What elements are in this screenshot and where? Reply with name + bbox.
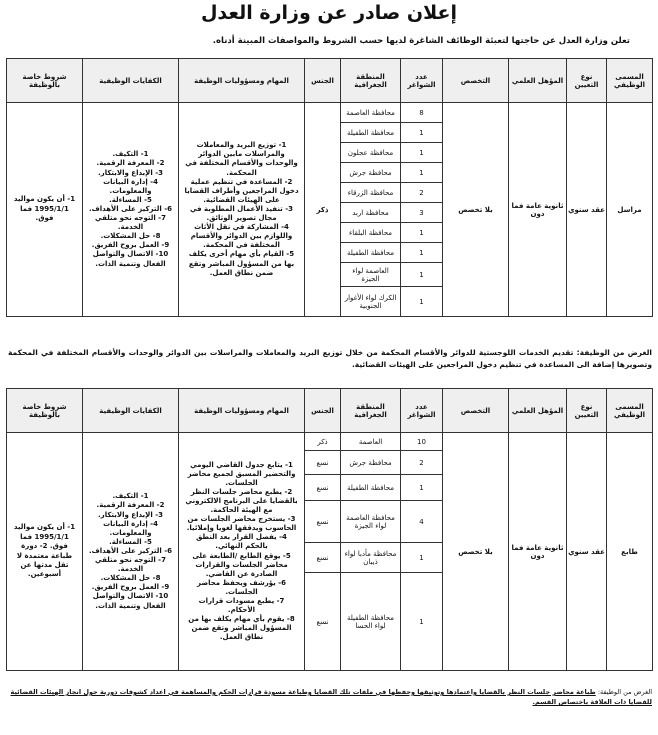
header-qualification: المؤهل العلمي [509, 59, 567, 103]
header-gender: الجنس [305, 59, 341, 103]
vacancy-count: 1 [401, 287, 443, 317]
vacancy-count: 1 [401, 243, 443, 263]
competencies-cell: 1- التكيف. 2- المعرفة الرقمية. 3- الإبداع والابتكار. 4- إدارة البيانات والمعلومات. 5- المساءلة. 6- التركيز على الأهداف. 7- التوجه نحو متلقي الخدمة. 8- حل المشكلات. 9- العمل بروح الفريق. 10- الاتصال والتواصل الفعال وتنمية الذات. [83, 103, 179, 317]
header-job-title: المسمى الوظيفي [607, 389, 653, 433]
vacancy-count: 1 [401, 163, 443, 183]
page-title: إعلان صادر عن وزارة العدل [200, 2, 458, 24]
header-job-title: المسمى الوظيفي [607, 59, 653, 103]
region-name: محافظة مأدبا لواء ذيبان [341, 543, 401, 573]
purpose-label: الغرض من الوظيفة: [597, 688, 652, 696]
header-requirements: شروط خاصة بالوظيفة [7, 59, 83, 103]
header-vacancies: عدد الشواغر [401, 59, 443, 103]
gender-cell: نسع [305, 543, 341, 573]
header-duties: المهام ومسؤوليات الوظيفة [179, 389, 305, 433]
header-appointment-type: نوع التعيين [567, 59, 607, 103]
region-name: محافظة العاصمة لواء الجيزة [341, 501, 401, 543]
region-name: محافظة البلقاء [341, 223, 401, 243]
region-name: محافظة جرش [341, 451, 401, 475]
header-competencies: الكفايات الوظيفية [83, 389, 179, 433]
header-region: المنطقة الجغرافية [341, 59, 401, 103]
vacancy-count: 10 [401, 433, 443, 451]
header-appointment-type: نوع التعيين [567, 389, 607, 433]
specialty-cell: بلا تخصص [443, 433, 509, 671]
vacancy-count: 2 [401, 183, 443, 203]
gender-cell: ذكر [305, 433, 341, 451]
appointment-type-cell: عقد سنوي [567, 433, 607, 671]
region-name: محافظة الطفيلة لواء الحسا [341, 573, 401, 671]
vacancy-count: 1 [401, 263, 443, 287]
header-duties: المهام ومسؤوليات الوظيفة [179, 59, 305, 103]
region-name: محافظة الطفيلة [341, 123, 401, 143]
region-name: محافظة اربد [341, 203, 401, 223]
job-title-cell: مراسل [607, 103, 653, 317]
vacancy-count: 8 [401, 103, 443, 123]
region-name: الكرك لواء الأغوار الجنوبية [341, 287, 401, 317]
table-row [7, 433, 653, 451]
region-name: العاصمة لواء الجيزة [341, 263, 401, 287]
vacancy-count: 1 [401, 573, 443, 671]
region-name: محافظة العاصمة [341, 103, 401, 123]
appointment-type-cell: عقد سنوي [567, 103, 607, 317]
duties-cell: 1- يتابع جدول القاضي اليومي والتحضير المسبق لجميع محاضر الجلسات. 2- يطبع محاضر جلسات النظر بالقضايا على البرنامج الالكتروني مع الهيئة الحاكمة. 3- يستخرج محاضر الجلسات من الحاسوب ويدققها لغويا وإملائيا. 4- يفصل القرار بعد النطق بالحكم النهائي. 5- يوقع الطابع /الطابعة على محاضر الجلسات والقرارات الصادرة عن القاضي. 6- يؤرشف ويحفظ محاضر الجلسات. 7- يطبع مسودات قرارات الأحكام. 8- يقوم بأي مهام يكلف بها من المسؤول المباشر وتقع ضمن نطاق العمل. [179, 433, 305, 671]
header-specialty: التخصص [443, 59, 509, 103]
header-region: المنطقة الجغرافية [341, 389, 401, 433]
header-vacancies: عدد الشواغر [401, 389, 443, 433]
table-row [7, 103, 653, 123]
intro-text: تعلن وزارة العدل عن حاجتها لتعبئة الوظائف الشاغرة لديها حسب الشروط والمواصفات المبينة أدناه. [212, 36, 630, 46]
header-gender: الجنس [305, 389, 341, 433]
vacancy-count: 2 [401, 451, 443, 475]
region-name: محافظة الزرقاء [341, 183, 401, 203]
qualification-cell: ثانوية عامة فما دون [509, 103, 567, 317]
vacancy-count: 1 [401, 543, 443, 573]
table-header-row [7, 59, 653, 103]
region-name: محافظة الطفيلة [341, 475, 401, 501]
header-specialty: التخصص [443, 389, 509, 433]
region-name: العاصمة [341, 433, 401, 451]
jobs-table-typist [6, 388, 653, 671]
gender-cell: نسع [305, 501, 341, 543]
job-purpose-messenger: الغرض من الوظيفة: تقديم الخدمات اللوجستية للدوائر والأقسام المحكمة من خلال توزيع البريد والمعاملات والمراسلات بين الدوائر والوحدات والأقسام المختلفة في المحكمة وتصويرها إضافة الى المساعدة في تنظيم دخول المراجعين على الهيئات القضائية. [8, 348, 652, 369]
table-header-row [7, 389, 653, 433]
region-name: محافظة جرش [341, 163, 401, 183]
job-purpose-typist [8, 687, 652, 708]
gender-cell: نسع [305, 451, 341, 475]
region-name: محافظة الطفيلة [341, 243, 401, 263]
gender-cell: نسع [305, 573, 341, 671]
requirements-cell: 1- أن يكون مواليد 1995/1/1 فما فوق. 2- دورة طباعة معتمدة لا تقل مدتها عن أسبوعين. [7, 433, 83, 671]
vacancy-count: 3 [401, 203, 443, 223]
vacancy-count: 1 [401, 123, 443, 143]
qualification-cell: ثانوية عامة فما دون [509, 433, 567, 671]
specialty-cell: بلا تخصص [443, 103, 509, 317]
competencies-cell: 1- التكيف. 2- المعرفة الرقمية. 3- الإبداع والابتكار. 4- إدارة البيانات والمعلومات. 5- المساءلة. 6- التركيز على الأهداف. 7- التوجه نحو متلقي الخدمة. 8- حل المشكلات. 9- العمل بروح الفريق. 10- الاتصال والتواصل الفعال وتنمية الذات. [83, 433, 179, 671]
vacancy-count: 1 [401, 475, 443, 501]
gender-cell: نسع [305, 475, 341, 501]
vacancy-count: 1 [401, 223, 443, 243]
header-competencies: الكفايات الوظيفية [83, 59, 179, 103]
header-requirements: شروط خاصة بالوظيفة [7, 389, 83, 433]
job-title-cell: طابع [607, 433, 653, 671]
requirements-cell: 1- أن يكون مواليد 1995/1/1 فما فوق. [7, 103, 83, 317]
purpose-text: طباعة محاضر جلسات النظر بالقضايا واعتمادها وتوثيقها وحفظها في ملفات تلك القضايا وطباعة مسودة قرارات الحكم والمساهمة في اعداد كشوفات دورية حول انجاز الهيئات القضائية للقضايا ذات العلاقة باختصاص القسم. [10, 688, 652, 707]
header-qualification: المؤهل العلمي [509, 389, 567, 433]
duties-cell: 1- توزيع البريد والمعاملات والمراسلات مابين الدوائر والوحدات والأقسام المختلفة في المحكمة. 2- المساعدة في تنظيم عملية دخول المراجعين وأطراف القضايا على الهيئات القضائية. 3- تنفيذ الأعمال المطلوبة في مجال تصوير الوثائق. 4- المشاركة في نقل الأثاث واللوازم بين الدوائر والأقسام المختلفة في المحكمة. 5- القيام بأي مهام أخرى يكلف بها من المسؤول المباشر وتقع ضمن نطاق العمل. [179, 103, 305, 317]
region-name: محافظة عجلون [341, 143, 401, 163]
jobs-table-messenger [6, 58, 653, 317]
vacancy-count: 4 [401, 501, 443, 543]
gender-cell: ذكر [305, 103, 341, 317]
vacancy-count: 1 [401, 143, 443, 163]
